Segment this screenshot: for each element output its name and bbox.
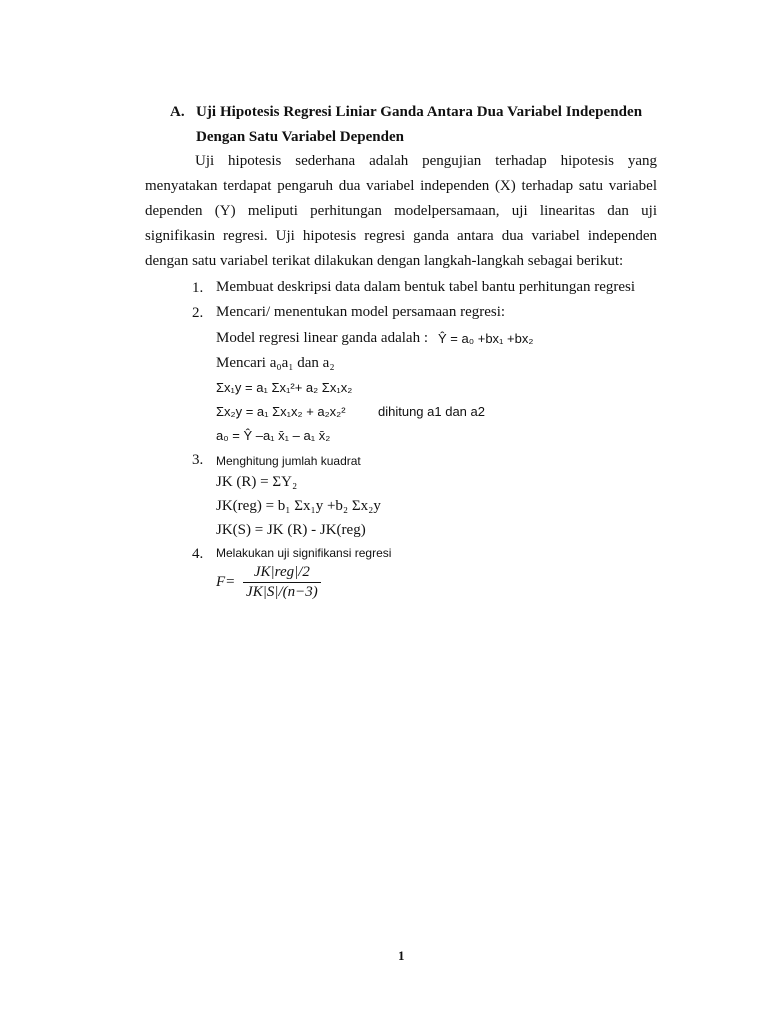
formula-lhs: F=	[216, 573, 236, 590]
section-letter: A.	[170, 104, 185, 120]
formula-fraction	[243, 564, 321, 601]
step-number: 1.	[192, 280, 204, 296]
model-equation: Ŷ = a₀ +bx₁ +bx₂	[438, 331, 534, 346]
intercept-equation: a₀ = Ŷ –a₁ x̄₁ – a₁ x̄₂	[216, 428, 331, 443]
formula-numerator: JK|reg|/2	[243, 564, 321, 583]
f-test-formula	[216, 564, 321, 601]
normal-equation-1: Σx₁y = a₁ Σx₁²+ a₂ Σx₁x₂	[216, 380, 353, 395]
step-number: 3.	[192, 452, 204, 468]
step-number: 2.	[192, 305, 204, 321]
jk-s-equation: JK(S) = JK (R) - JK(reg)	[216, 522, 366, 538]
step-text: Membuat deskripsi data dalam bentuk tabel bantu perhitungan regresi	[216, 279, 636, 295]
mencari-line: Mencari a₀a₁ dan a₂	[216, 355, 335, 371]
jk-r-equation: JK (R) = ΣY₂	[216, 474, 298, 490]
step-text: Melakukan uji signifikansi regresi	[216, 546, 392, 560]
normal-equation-2: Σx₂y = a₁ Σx₁x₂ + a₂x₂²	[216, 404, 346, 419]
step-number: 4.	[192, 546, 204, 562]
equation-note: dihitung a1 dan a2	[378, 404, 485, 419]
page-number: 1	[398, 948, 405, 963]
model-label: Model regresi linear ganda adalah :	[216, 330, 428, 346]
jk-reg-equation: JK(reg) = b₁ Σx₁y +b₂ Σx₂y	[216, 498, 381, 514]
section-title-line2: Dengan Satu Variabel Dependen	[196, 129, 404, 145]
intro-paragraph: Uji hipotesis sederhana adalah pengujian terhadap hipotesis yang menyatakan terdapat pengaruh dua variabel independen (X) terhadap satu variabel dependen (Y) meliputi perhitungan modelpersamaan, uji linearitas dan uji signifikasin regresi. Uji hipotesis regresi ganda antara dua variabel independen dengan satu variabel terikat dilakukan dengan langkah-langkah sebagai berikut:	[145, 153, 657, 269]
formula-denominator: JK|S|/(n−3)	[246, 584, 318, 600]
step-text: Menghitung jumlah kuadrat	[216, 454, 361, 468]
section-title-line1: Uji Hipotesis Regresi Liniar Ganda Antara Dua Variabel Independen	[196, 104, 643, 120]
step-text: Mencari/ menentukan model persamaan regresi:	[216, 304, 506, 320]
